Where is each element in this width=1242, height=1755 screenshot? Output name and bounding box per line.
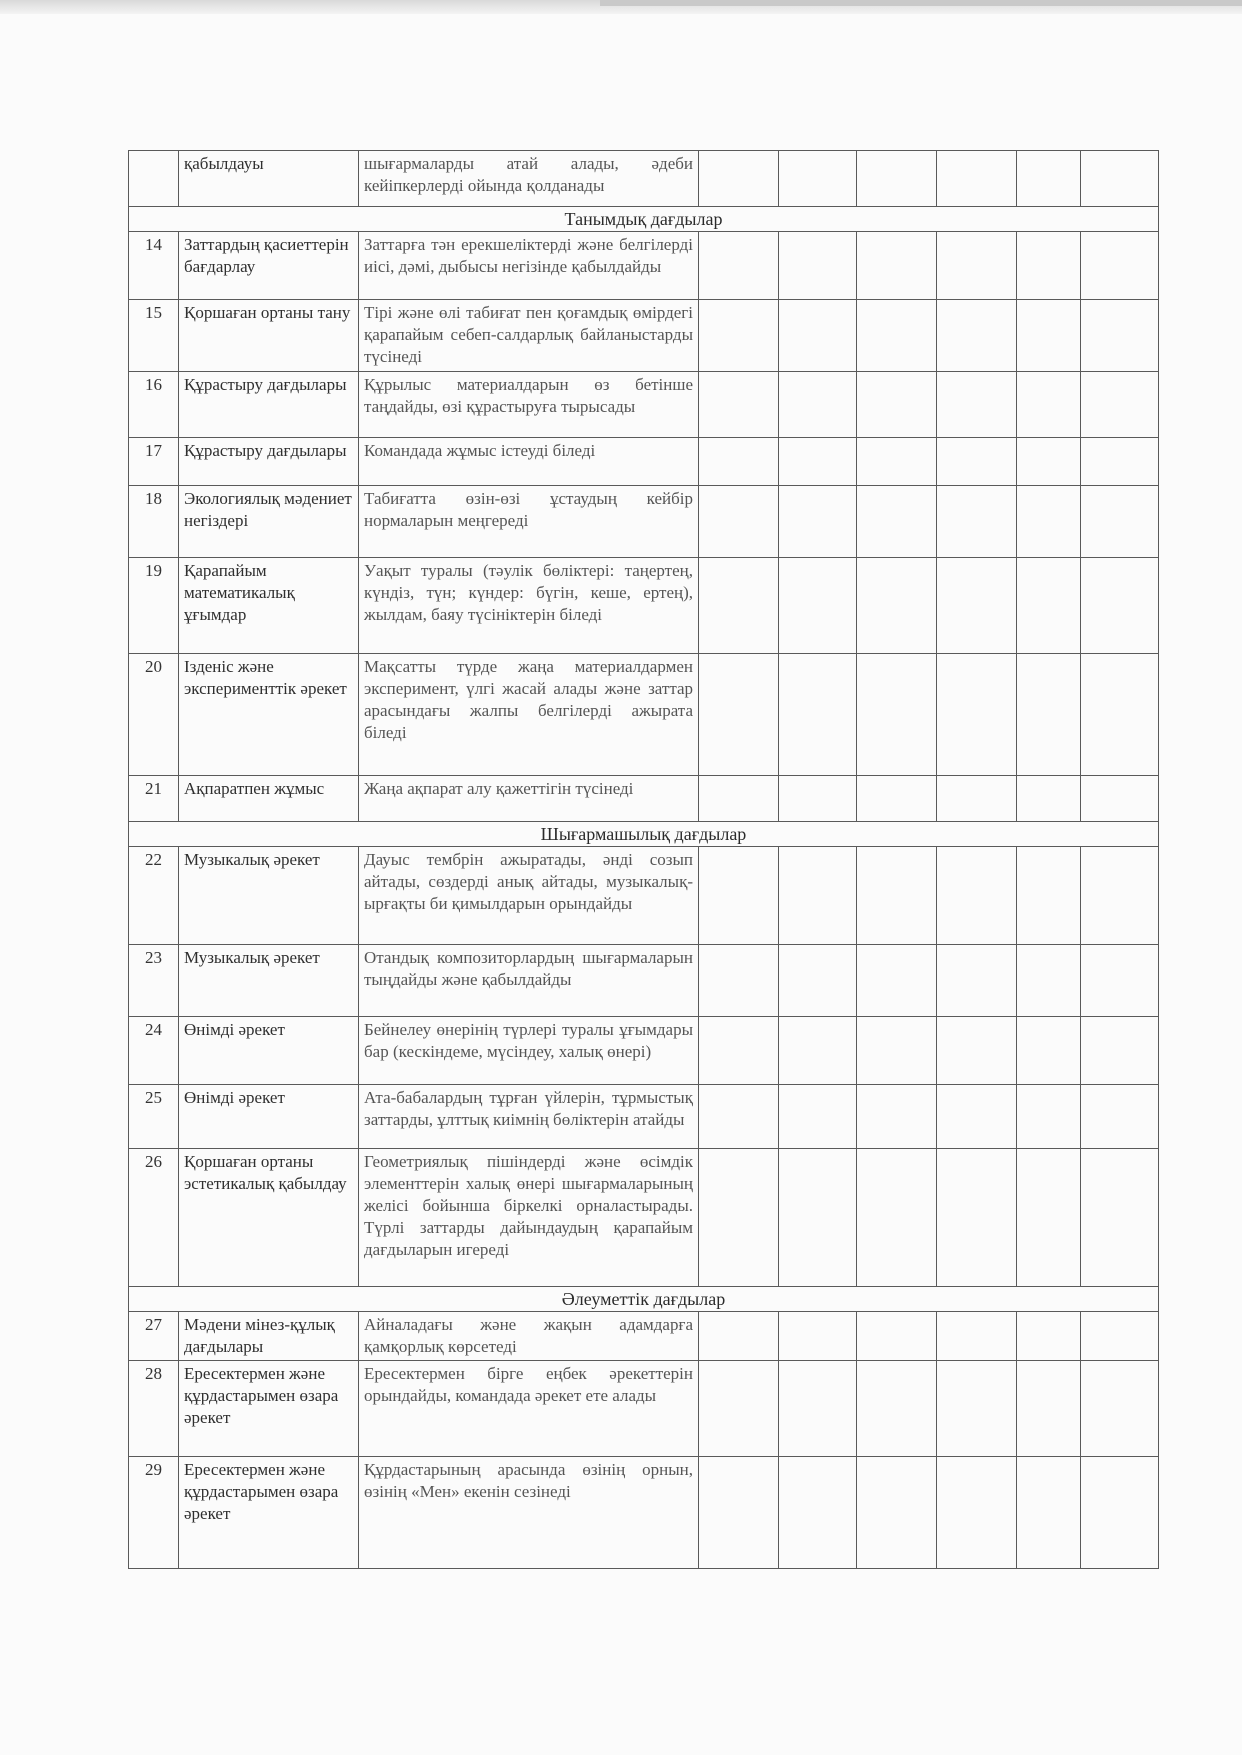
table-row xyxy=(129,847,1159,945)
row-number: 20 xyxy=(129,654,179,776)
assessment-cell[interactable] xyxy=(699,654,779,776)
row-number: 28 xyxy=(129,1361,179,1457)
row-number: 16 xyxy=(129,372,179,438)
assessment-cell[interactable] xyxy=(1081,1017,1159,1085)
skill-description: шығармаларды атай алады, әдеби кейіпкерлерді ойында қолданады xyxy=(359,151,699,207)
skills-table xyxy=(128,150,1159,1569)
assessment-cell[interactable] xyxy=(779,232,857,300)
assessment-cell[interactable] xyxy=(779,558,857,654)
assessment-cell[interactable] xyxy=(1081,1312,1159,1361)
skill-name: Өнімді әрекет xyxy=(179,1017,359,1085)
assessment-cell[interactable] xyxy=(937,232,1017,300)
row-number: 24 xyxy=(129,1017,179,1085)
skill-description: Ата-бабалардың тұрған үйлерін, тұрмыстық заттарды, ұлттық киімнің бөліктерін атайды xyxy=(359,1085,699,1149)
assessment-cell[interactable] xyxy=(1081,1361,1159,1457)
skill-name: Өнімді әрекет xyxy=(179,1085,359,1149)
assessment-cell[interactable] xyxy=(1081,654,1159,776)
assessment-cell[interactable] xyxy=(1017,1457,1081,1569)
row-number: 19 xyxy=(129,558,179,654)
section-title: Танымдық дағдылар xyxy=(129,207,1159,232)
table-row xyxy=(129,1085,1159,1149)
assessment-cell[interactable] xyxy=(1017,1361,1081,1457)
row-number: 26 xyxy=(129,1149,179,1287)
assessment-cell[interactable] xyxy=(937,1085,1017,1149)
assessment-cell[interactable] xyxy=(1017,438,1081,486)
assessment-cell[interactable] xyxy=(1017,1312,1081,1361)
table-row xyxy=(129,1149,1159,1287)
assessment-cell[interactable] xyxy=(1081,300,1159,372)
assessment-cell[interactable] xyxy=(1017,847,1081,945)
assessment-cell[interactable] xyxy=(1017,1085,1081,1149)
scan-edge-shadow xyxy=(600,0,1242,6)
assessment-cell[interactable] xyxy=(779,438,857,486)
skill-description: Бейнелеу өнерінің түрлері туралы ұғымдары бар (кескіндеме, мүсіндеу, халық өнері) xyxy=(359,1017,699,1085)
skill-description: Құрылыс материалдарын өз бетінше таңдайды, өзі құрастыруға тырысады xyxy=(359,372,699,438)
assessment-cell[interactable] xyxy=(857,1312,937,1361)
skill-description: Уақыт туралы (тәулік бөліктері: таңертең, күндіз, түн; күндер: бүгін, кеше, ертең), жылдам, баяу түсініктерін біледі xyxy=(359,558,699,654)
assessment-cell[interactable] xyxy=(779,1361,857,1457)
assessment-cell[interactable] xyxy=(937,558,1017,654)
skill-name: қабылдауы xyxy=(179,151,359,207)
assessment-cell[interactable] xyxy=(1081,232,1159,300)
assessment-cell[interactable] xyxy=(937,654,1017,776)
assessment-cell[interactable] xyxy=(937,847,1017,945)
assessment-cell[interactable] xyxy=(779,486,857,558)
skill-description: Заттарға тән ерекшеліктерді және белгілерді иісі, дәмі, дыбысы негізінде қабылдайды xyxy=(359,232,699,300)
assessment-cell[interactable] xyxy=(699,776,779,822)
section-header-row xyxy=(129,1287,1159,1312)
assessment-cell[interactable] xyxy=(937,1312,1017,1361)
skill-description: Жаңа ақпарат алу қажеттігін түсінеді xyxy=(359,776,699,822)
assessment-cell[interactable] xyxy=(857,486,937,558)
assessment-cell[interactable] xyxy=(699,232,779,300)
assessment-cell[interactable] xyxy=(699,1085,779,1149)
assessment-cell[interactable] xyxy=(1081,1149,1159,1287)
assessment-cell[interactable] xyxy=(699,300,779,372)
table-row xyxy=(129,1457,1159,1569)
assessment-cell[interactable] xyxy=(857,300,937,372)
skill-name: Құрастыру дағдылары xyxy=(179,372,359,438)
assessment-cell[interactable] xyxy=(1081,945,1159,1017)
assessment-cell[interactable] xyxy=(699,486,779,558)
assessment-cell[interactable] xyxy=(1081,151,1159,207)
assessment-cell[interactable] xyxy=(857,1149,937,1287)
row-number: 29 xyxy=(129,1457,179,1569)
assessment-cell[interactable] xyxy=(937,1017,1017,1085)
skill-name: Ақпаратпен жұмыс xyxy=(179,776,359,822)
assessment-sheet xyxy=(128,150,1158,1569)
assessment-cell[interactable] xyxy=(857,372,937,438)
assessment-cell[interactable] xyxy=(1081,438,1159,486)
table-row xyxy=(129,654,1159,776)
assessment-cell[interactable] xyxy=(779,1457,857,1569)
assessment-cell[interactable] xyxy=(857,1017,937,1085)
assessment-cell[interactable] xyxy=(699,1457,779,1569)
skill-description: Дауыс тембрін ажыратады, әнді созып айтады, сөздерді анық айтады, музыкалық-ырғақты би қимылдарын орындайды xyxy=(359,847,699,945)
assessment-cell[interactable] xyxy=(699,1312,779,1361)
assessment-cell[interactable] xyxy=(1017,654,1081,776)
skill-name: Мәдени мінез-құлық дағдылары xyxy=(179,1312,359,1361)
skill-name: Ересектермен және құрдастарымен өзара әрекет xyxy=(179,1361,359,1457)
assessment-cell[interactable] xyxy=(1081,1085,1159,1149)
assessment-cell[interactable] xyxy=(937,776,1017,822)
assessment-cell[interactable] xyxy=(1017,232,1081,300)
skill-description: Тірі және өлі табиғат пен қоғамдық өмірдегі қарапайым себеп-салдарлық байланыстарды түсінеді xyxy=(359,300,699,372)
row-number: 18 xyxy=(129,486,179,558)
assessment-cell[interactable] xyxy=(779,654,857,776)
assessment-cell[interactable] xyxy=(1081,776,1159,822)
skill-description: Командада жұмыс істеуді біледі xyxy=(359,438,699,486)
assessment-cell[interactable] xyxy=(857,945,937,1017)
assessment-cell[interactable] xyxy=(857,151,937,207)
table-row xyxy=(129,1312,1159,1361)
section-header-row xyxy=(129,822,1159,847)
skill-description: Отандық композиторлардың шығармаларын тыңдайды және қабылдайды xyxy=(359,945,699,1017)
section-title: Шығармашылық дағдылар xyxy=(129,822,1159,847)
assessment-cell[interactable] xyxy=(699,1361,779,1457)
table-body xyxy=(129,151,1159,1569)
assessment-cell[interactable] xyxy=(937,1457,1017,1569)
assessment-cell[interactable] xyxy=(779,372,857,438)
table-row xyxy=(129,300,1159,372)
assessment-cell[interactable] xyxy=(1017,945,1081,1017)
skill-name: Музыкалық әрекет xyxy=(179,945,359,1017)
assessment-cell[interactable] xyxy=(937,1361,1017,1457)
skill-description: Геометриялық пішіндерді және өсімдік элементтерін халық өнері шығармаларының желісі бойынша біркелкі орналастырады. Түрлі заттарды дайындаудың қарапайым дағдыларын игереді xyxy=(359,1149,699,1287)
table-row xyxy=(129,486,1159,558)
assessment-cell[interactable] xyxy=(857,558,937,654)
assessment-cell[interactable] xyxy=(779,300,857,372)
assessment-cell[interactable] xyxy=(699,558,779,654)
skill-description: Табиғатта өзін-өзі ұстаудың кейбір нормаларын меңгереді xyxy=(359,486,699,558)
assessment-cell[interactable] xyxy=(699,438,779,486)
assessment-cell[interactable] xyxy=(779,1312,857,1361)
assessment-cell[interactable] xyxy=(1017,151,1081,207)
skill-description: Айналадағы және жақын адамдарға қамқорлық көрсетеді xyxy=(359,1312,699,1361)
assessment-cell[interactable] xyxy=(857,654,937,776)
assessment-cell[interactable] xyxy=(779,151,857,207)
assessment-cell[interactable] xyxy=(937,486,1017,558)
row-number: 15 xyxy=(129,300,179,372)
skill-name: Қоршаған ортаны эстетикалық қабылдау xyxy=(179,1149,359,1287)
assessment-cell[interactable] xyxy=(937,1149,1017,1287)
assessment-cell[interactable] xyxy=(699,847,779,945)
assessment-cell[interactable] xyxy=(857,1085,937,1149)
assessment-cell[interactable] xyxy=(1081,372,1159,438)
section-title: Әлеуметтік дағдылар xyxy=(129,1287,1159,1312)
assessment-cell[interactable] xyxy=(779,1149,857,1287)
row-number: 23 xyxy=(129,945,179,1017)
assessment-cell[interactable] xyxy=(857,847,937,945)
row-number: 17 xyxy=(129,438,179,486)
row-number: 21 xyxy=(129,776,179,822)
row-number xyxy=(129,151,179,207)
table-row xyxy=(129,1361,1159,1457)
assessment-cell[interactable] xyxy=(1081,1457,1159,1569)
table-row xyxy=(129,151,1159,207)
assessment-cell[interactable] xyxy=(779,945,857,1017)
skill-name: Заттардың қасиеттерін бағдарлау xyxy=(179,232,359,300)
assessment-cell[interactable] xyxy=(937,300,1017,372)
assessment-cell[interactable] xyxy=(699,151,779,207)
table-row xyxy=(129,372,1159,438)
assessment-cell[interactable] xyxy=(779,847,857,945)
table-row xyxy=(129,776,1159,822)
assessment-cell[interactable] xyxy=(857,776,937,822)
assessment-cell[interactable] xyxy=(937,945,1017,1017)
assessment-cell[interactable] xyxy=(857,1361,937,1457)
assessment-cell[interactable] xyxy=(779,1017,857,1085)
skill-name: Құрастыру дағдылары xyxy=(179,438,359,486)
assessment-cell[interactable] xyxy=(779,776,857,822)
skill-name: Қоршаған ортаны тану xyxy=(179,300,359,372)
assessment-cell[interactable] xyxy=(699,1149,779,1287)
assessment-cell[interactable] xyxy=(1081,486,1159,558)
section-header-row xyxy=(129,207,1159,232)
assessment-cell[interactable] xyxy=(1017,558,1081,654)
skill-name: Ересектермен және құрдастарымен өзара әрекет xyxy=(179,1457,359,1569)
assessment-cell[interactable] xyxy=(937,438,1017,486)
skill-description: Ересектермен бірге еңбек әрекеттерін орындайды, командада әрекет ете алады xyxy=(359,1361,699,1457)
skill-description: Құрдастарының арасында өзінің орнын, өзінің «Мен» екенін сезінеді xyxy=(359,1457,699,1569)
assessment-cell[interactable] xyxy=(937,372,1017,438)
row-number: 25 xyxy=(129,1085,179,1149)
assessment-cell[interactable] xyxy=(1017,776,1081,822)
assessment-cell[interactable] xyxy=(1017,1149,1081,1287)
assessment-cell[interactable] xyxy=(699,1017,779,1085)
assessment-cell[interactable] xyxy=(857,1457,937,1569)
assessment-cell[interactable] xyxy=(857,232,937,300)
assessment-cell[interactable] xyxy=(779,1085,857,1149)
row-number: 22 xyxy=(129,847,179,945)
assessment-cell[interactable] xyxy=(1017,300,1081,372)
row-number: 14 xyxy=(129,232,179,300)
skill-name: Экологиялық мәдениет негіздері xyxy=(179,486,359,558)
assessment-cell[interactable] xyxy=(699,372,779,438)
table-row xyxy=(129,438,1159,486)
table-row xyxy=(129,1017,1159,1085)
table-row xyxy=(129,558,1159,654)
assessment-cell[interactable] xyxy=(1017,372,1081,438)
skill-name: Музыкалық әрекет xyxy=(179,847,359,945)
skill-name: Ізденіс және эксперименттік әрекет xyxy=(179,654,359,776)
table-row xyxy=(129,945,1159,1017)
skill-description: Мақсатты түрде жаңа материалдармен эксперимент, үлгі жасай алады және заттар арасындағы жалпы белгілерді ажырата біледі xyxy=(359,654,699,776)
row-number: 27 xyxy=(129,1312,179,1361)
assessment-cell[interactable] xyxy=(1081,558,1159,654)
skill-name: Қарапайым математикалық ұғымдар xyxy=(179,558,359,654)
assessment-cell[interactable] xyxy=(1017,486,1081,558)
assessment-cell[interactable] xyxy=(1017,1017,1081,1085)
assessment-cell[interactable] xyxy=(699,945,779,1017)
assessment-cell[interactable] xyxy=(1081,847,1159,945)
assessment-cell[interactable] xyxy=(937,151,1017,207)
assessment-cell[interactable] xyxy=(857,438,937,486)
table-row xyxy=(129,232,1159,300)
